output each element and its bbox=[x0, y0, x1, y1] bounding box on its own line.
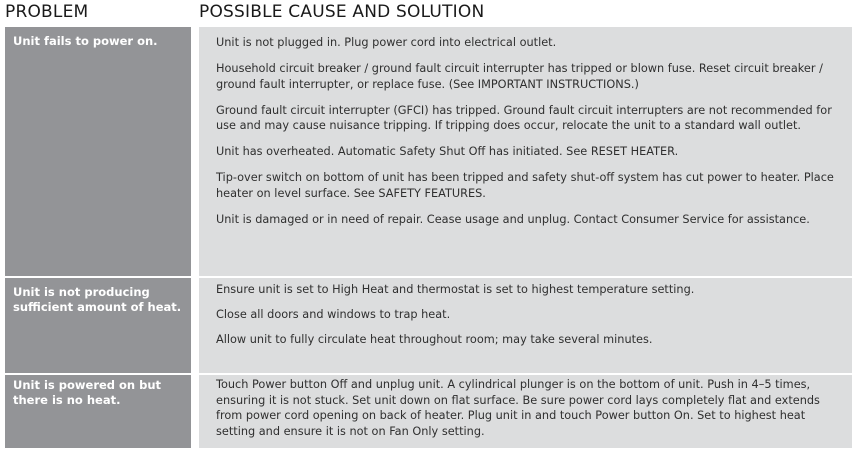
solution-list bbox=[216, 35, 844, 238]
solution-item: Ensure unit is set to High Heat and thermostat is set to highest temperature setting. bbox=[216, 283, 695, 296]
solution-item: Unit has overheated. Automatic Safety Shut Off has initiated. See RESET HEATER. bbox=[216, 145, 679, 158]
table-row bbox=[5, 375, 852, 448]
solution-item: Unit is not plugged in. Plug power cord into electrical outlet. bbox=[216, 36, 557, 49]
solution-item: Close all doors and windows to trap heat. bbox=[216, 308, 451, 321]
header-solution: POSSIBLE CAUSE AND SOLUTION bbox=[199, 2, 485, 22]
solution-item: Allow unit to fully circulate heat throughout room; may take several minutes. bbox=[216, 333, 653, 346]
solution-item: Ground fault circuit interrupter (GFCI) has tripped. Ground fault circuit interrupters are not recommended for use and may cause nuisance tripping. If tripping does occur, relocate the unit to a standard wall outlet. bbox=[216, 103, 832, 132]
solution-item: Tip-over switch on bottom of unit has been tripped and safety shut-off system has cut power to heater. Place heater on level surface. See SAFETY FEATURES. bbox=[216, 171, 834, 200]
solution-cell bbox=[199, 375, 852, 448]
problem-cell bbox=[5, 27, 191, 276]
header-problem: PROBLEM bbox=[5, 2, 89, 22]
problem-cell bbox=[5, 278, 191, 373]
table-row bbox=[5, 27, 852, 276]
table-row bbox=[5, 278, 852, 373]
problem-cell bbox=[5, 375, 191, 448]
solution-cell bbox=[199, 278, 852, 373]
solution-item: Unit is damaged or in need of repair. Cease usage and unplug. Contact Consumer Service for assistance. bbox=[216, 212, 810, 226]
solution-item: Household circuit breaker / ground fault circuit interrupter has tripped or blown fuse. Reset circuit breaker / ground fault interrupter, or replace fuse. (See IMPORTANT INSTRUCTIONS.) bbox=[216, 62, 823, 91]
problem-text: Unit fails to power on. bbox=[13, 34, 158, 48]
solution-cell bbox=[199, 27, 852, 276]
problem-text: Unit is not producing sufficient amount of heat. bbox=[13, 285, 182, 314]
solution-list bbox=[216, 377, 844, 450]
problem-text: Unit is powered on but there is no heat. bbox=[13, 378, 162, 407]
solution-list bbox=[216, 282, 844, 357]
solution-item: Touch Power button Off and unplug unit. A cylindrical plunger is on the bottom of unit. Push in 4–5 times, ensuring it is not stuck. Set unit down on flat surface. Be sure power cord lays completely flat and extends from power cord opening on back of heater. Plug unit in and touch Power button On. Set to highest heat setting and ensure it is not on Fan Only setting. bbox=[216, 378, 820, 438]
